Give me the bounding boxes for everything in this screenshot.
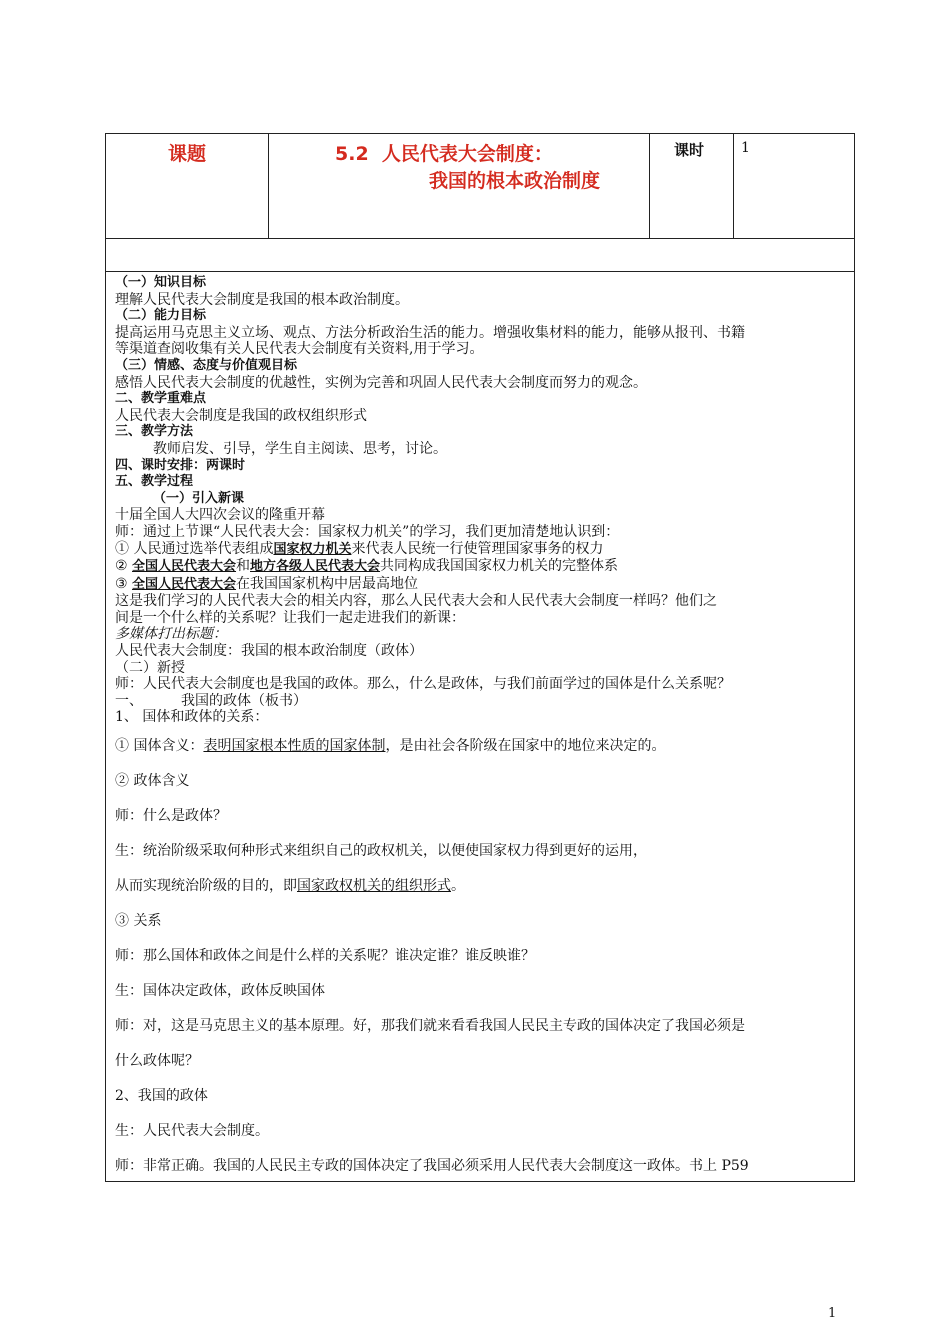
- paragraph: 生：人民代表大会制度。: [115, 1123, 269, 1140]
- text-line: 人民代表大会制度是我国的政权组织形式: [115, 407, 367, 424]
- paragraph: [115, 878, 849, 895]
- heading-introduction: （一）引入新课: [153, 490, 245, 506]
- empty-cell: [106, 239, 855, 272]
- text-line: 间是一个什么样的关系呢？让我们一起走进我们的新课：: [115, 609, 465, 626]
- para-text: 。: [451, 878, 465, 895]
- heading-key-points: 二、教学重难点: [115, 391, 207, 407]
- page-number: 1: [828, 1306, 837, 1321]
- text-line-italic: 多媒体打出标题：: [115, 626, 227, 643]
- hours-value-cell: [734, 134, 855, 239]
- text-line: 人民代表大会制度：我国的根本政治制度（政体）: [115, 643, 423, 660]
- empty-row: [106, 239, 855, 272]
- text-line: 提高运用马克思主义立场、观点、方法分析政治生活的能力。增强收集材料的能力，能够从报刊、书籍: [115, 324, 745, 341]
- text-line: 师：人民代表大会制度也是我国的政体。那么，什么是政体，与我们前面学过的国体是什么关系呢？: [115, 676, 731, 693]
- text-line: 等渠道查阅收集有关人民代表大会制度有关资料,用于学习。: [115, 341, 484, 358]
- text-line: （二）新授: [115, 659, 185, 676]
- paragraph: 师：对，这是马克思主义的基本原理。好，那我们就来看看我国人民民主专政的国体决定了我国必须是: [115, 1018, 745, 1035]
- lesson-plan-table: [105, 133, 855, 1182]
- title-cell: [269, 134, 650, 239]
- hours-label-cell: [650, 134, 734, 239]
- section-title: 我国的政体（板书）: [181, 692, 307, 709]
- lesson-title-line1: 5.2 人民代表大会制度：: [335, 143, 553, 165]
- text-line: 教师启发、引导，学生自主阅读、思考，讨论。: [153, 440, 447, 457]
- topic-label-cell: [106, 134, 269, 239]
- lesson-title-line2: 我国的根本政治制度: [429, 170, 601, 192]
- section-number: 一、: [115, 692, 143, 709]
- list-item: [115, 541, 849, 559]
- heading-ability-goal: （二）能力目标: [115, 308, 207, 324]
- heading-process: 五、教学过程: [115, 474, 194, 490]
- heading-schedule: 四、课时安排：两课时: [115, 457, 246, 473]
- paragraph: ③ 关系: [115, 913, 162, 930]
- list-item: [115, 576, 849, 594]
- emphasis-text: 地方各级人民代表大会: [250, 559, 381, 575]
- heading-emotion-goal: （三）情感、态度与价值观目标: [115, 357, 298, 373]
- text-line: 理解人民代表大会制度是我国的根本政治制度。: [115, 291, 409, 308]
- paragraph: 师：非常正确。我国的人民民主专政的国体决定了我国必须采用人民代表大会制度这一政体。书上 P59: [115, 1158, 749, 1175]
- emphasis-text: 国家权力机关: [273, 541, 352, 557]
- paragraph: 师：那么国体和政体之间是什么样的关系呢？谁决定谁？谁反映谁？: [115, 948, 535, 965]
- underlined-text: 表明国家根本性质的国家体制: [203, 738, 386, 755]
- list-text: 来代表人民统一行使管理国家事务的权力: [351, 540, 604, 557]
- text-line: 这是我们学习的人民代表大会的相关内容，那么人民代表大会和人民代表大会制度一样吗？他们之: [115, 593, 717, 610]
- para-text: 从而实现统治阶级的目的，即: [115, 878, 297, 895]
- paragraph: 生：国体决定政体，政体反映国体: [115, 983, 325, 1000]
- text-line: 师：通过上节课“人民代表大会：国家权力机关”的学习，我们更加清楚地认识到：: [115, 523, 620, 540]
- heading-knowledge-goal: （一）知识目标: [115, 275, 207, 290]
- emphasis-text: 全国人民代表大会: [132, 559, 237, 575]
- text-line: 1、 国体和政体的关系：: [115, 709, 269, 726]
- text-line: 感悟人民代表大会制度的优越性，实例为完善和巩固人民代表大会制度而努力的观念。: [115, 374, 647, 391]
- list-text: 和: [236, 558, 251, 575]
- list-text: 共同构成我国国家权力机关的完整体系: [380, 558, 619, 575]
- text-line: 十届全国人大四次会议的隆重开幕: [115, 507, 325, 524]
- hours-label: 课时: [674, 141, 705, 159]
- underlined-text: 国家政权机关的组织形式: [297, 878, 451, 895]
- paragraph: 什么政体呢？: [115, 1053, 199, 1070]
- paragraph: 生：统治阶级采取何种形式来组织自己的政权机关，以便使国家权力得到更好的运用，: [115, 843, 647, 860]
- emphasis-text: 全国人民代表大会: [132, 576, 237, 592]
- paragraph: 师：什么是政体？: [115, 808, 227, 825]
- paragraph: 2、我国的政体: [115, 1088, 208, 1105]
- heading-teaching-method: 三、教学方法: [115, 424, 194, 440]
- para-text: ① 国体含义：: [115, 738, 204, 755]
- list-text: ③: [115, 575, 133, 592]
- header-row: [106, 134, 855, 239]
- para-text: ，是由社会各阶级在国家中的地位来决定的。: [385, 738, 666, 755]
- paragraph: [115, 738, 849, 755]
- hours-value: 1: [741, 140, 750, 156]
- list-text: 在我国国家机构中居最高地位: [236, 575, 419, 592]
- list-text: ②: [115, 558, 133, 575]
- paragraph: ② 政体含义: [115, 773, 190, 790]
- list-text: ① 人民通过选举代表组成: [115, 540, 274, 557]
- content-cell: [106, 272, 855, 1182]
- section-heading: [115, 693, 849, 710]
- list-item: [115, 558, 849, 576]
- content-row: [106, 272, 855, 1182]
- topic-label: 课题: [167, 143, 206, 165]
